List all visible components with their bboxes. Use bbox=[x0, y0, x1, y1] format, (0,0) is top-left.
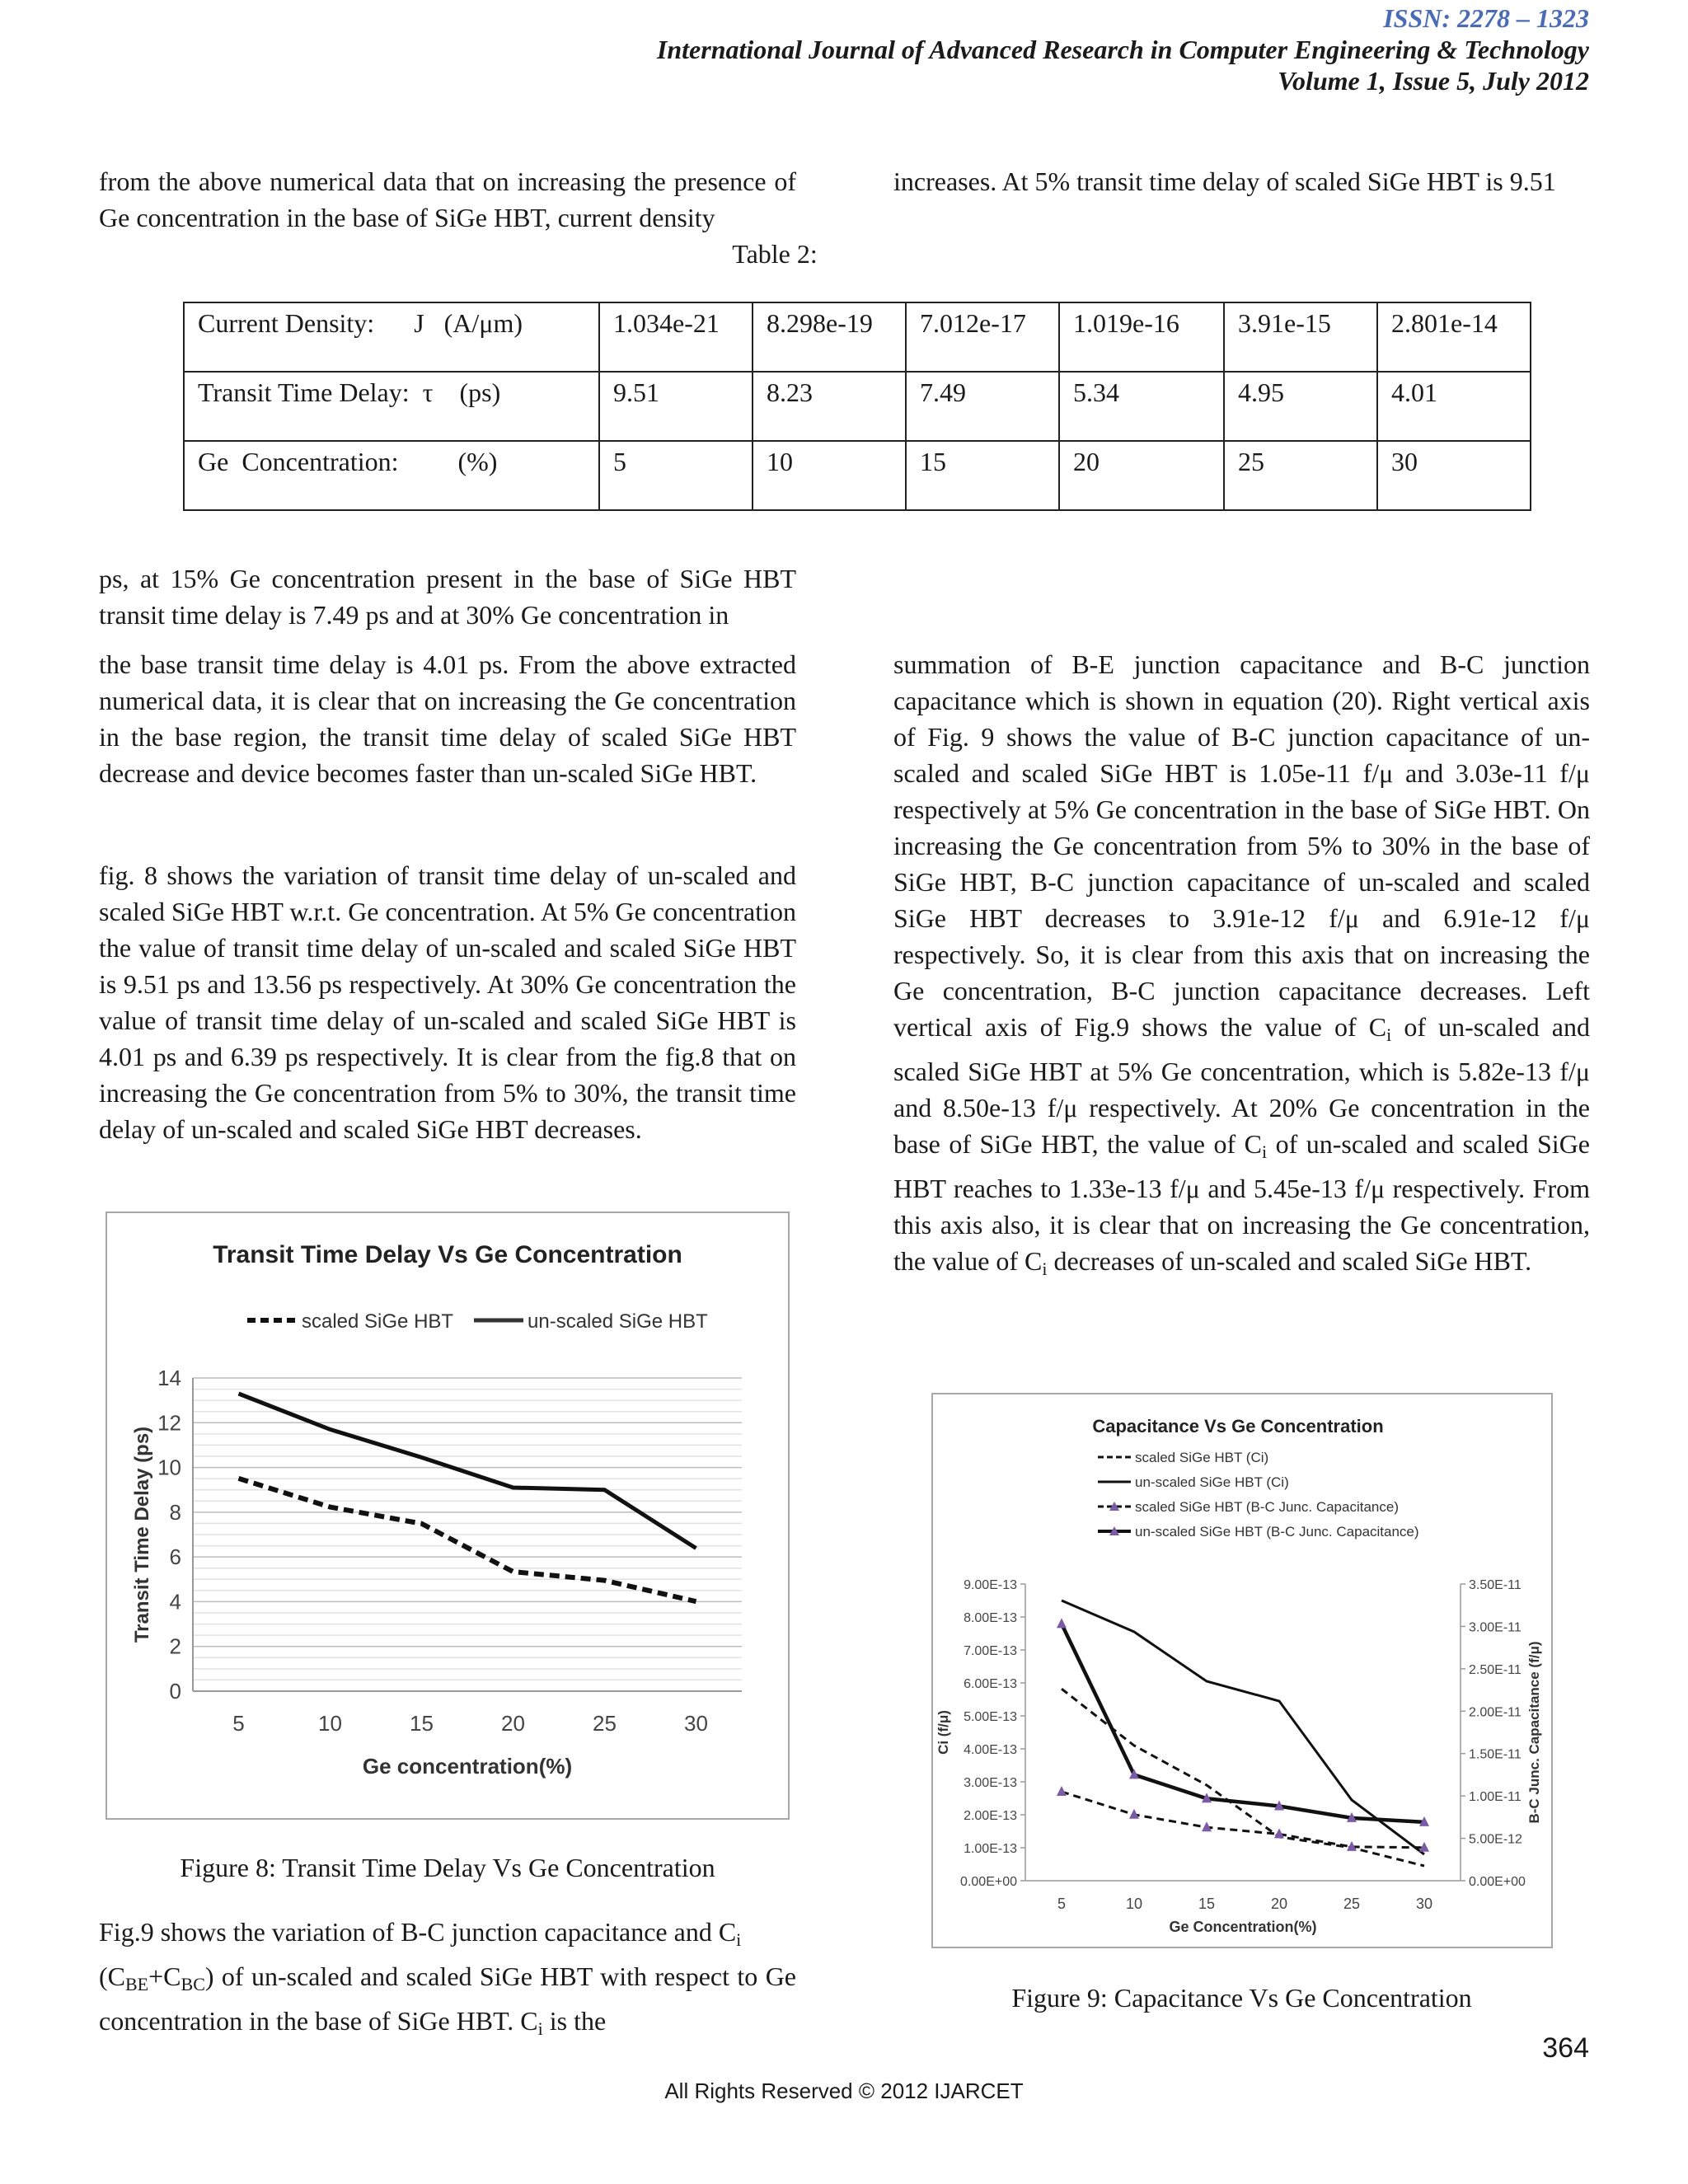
y2-tick-label: 3.00E-11 bbox=[1469, 1620, 1522, 1635]
x-tick-label: 30 bbox=[1415, 1896, 1433, 1912]
table-cell: 2.801e-14 bbox=[1377, 302, 1531, 372]
table-cell: 5 bbox=[599, 441, 753, 510]
figure-9-chart bbox=[931, 1393, 1553, 1948]
chart-title: Capacitance Vs Ge Concentration bbox=[1092, 1416, 1384, 1436]
data-point-marker bbox=[1129, 1809, 1139, 1819]
series-line-unscaled bbox=[239, 1394, 696, 1549]
left-paragraph-1: the base transit time delay is 4.01 ps. From the above extracted numerical data, it is clear that on increasing the Ge concentration in the base region, the transit time delay of scaled SiGe HBT decrease and device becomes faster than un-scaled SiGe HBT. bbox=[99, 649, 796, 788]
y-tick-label: 8 bbox=[169, 1499, 181, 1525]
y-tick-label: 2 bbox=[169, 1633, 181, 1659]
y-tick-label: 0.00E+00 bbox=[960, 1875, 1017, 1889]
capacitance-chart-svg bbox=[933, 1394, 1551, 1947]
figure-8-caption: Figure 8: Transit Time Delay Vs Ge Concentration bbox=[180, 1853, 715, 1882]
transit-time-chart-svg bbox=[107, 1213, 788, 1818]
legend-label-scaled: scaled SiGe HBT bbox=[302, 1310, 454, 1333]
table-row bbox=[184, 302, 1531, 372]
y-tick-label: 10 bbox=[157, 1455, 181, 1480]
table-cell: 15 bbox=[906, 441, 1059, 510]
x-tick-label: 25 bbox=[1343, 1896, 1361, 1912]
y-axis-label: Transit Time Delay (ps) bbox=[131, 1426, 153, 1643]
table-cell: 10 bbox=[753, 441, 906, 510]
table-cell: 5.34 bbox=[1059, 372, 1224, 441]
y-tick-label: 7.00E-13 bbox=[964, 1644, 1017, 1658]
table-cell: 25 bbox=[1224, 441, 1377, 510]
series-line bbox=[1062, 1624, 1424, 1822]
page-number: 364 bbox=[1542, 2032, 1589, 2064]
journal-title: International Journal of Advanced Research in Computer Engineering & Technology bbox=[656, 35, 1589, 64]
table-row bbox=[184, 441, 1531, 510]
table-row bbox=[184, 372, 1531, 441]
y2-tick-label: 2.00E-11 bbox=[1469, 1705, 1522, 1720]
y2-tick-label: 5.00E-12 bbox=[1469, 1832, 1522, 1847]
x-tick-label: 5 bbox=[232, 1711, 245, 1736]
y-tick-label: 14 bbox=[157, 1366, 181, 1390]
legend-label-unscaled: un-scaled SiGe HBT bbox=[528, 1310, 708, 1333]
table-cell: 9.51 bbox=[599, 372, 753, 441]
y-tick-label: 8.00E-13 bbox=[964, 1611, 1017, 1625]
left-top-paragraph: from the above numerical data that on increasing the presence of Ge concentration in the base of SiGe HBT, current density bbox=[99, 166, 796, 232]
y-tick-label: 4 bbox=[169, 1589, 181, 1615]
left-paragraph-2: fig. 8 shows the variation of transit time delay of un-scaled and scaled SiGe HBT w.r.t. Ge concentration. At 5% Ge concentration the value of transit time delay of un-scaled and scaled SiGe HBT is 9.51 ps and 13.56 ps respectively. At 30% Ge concentration the value of transit time delay of un-scaled and scaled SiGe HBT is 4.01 ps and 6.39 ps respectively. It is clear from the fig.8 that on increasing the Ge concentration from 5% to 30%, the transit time delay of un-scaled and scaled SiGe HBT decreases. bbox=[99, 860, 796, 1144]
data-point-marker bbox=[1274, 1828, 1284, 1838]
x-tick-label: 10 bbox=[318, 1711, 342, 1736]
y-tick-label: 6.00E-13 bbox=[964, 1677, 1017, 1691]
x-tick-label: 15 bbox=[1198, 1896, 1216, 1912]
legend-label: un-scaled SiGe HBT (B-C Junc. Capacitance) bbox=[1135, 1524, 1419, 1540]
y-tick-label: 3.00E-13 bbox=[964, 1776, 1017, 1790]
y-tick-label: 6 bbox=[169, 1544, 181, 1570]
y-tick-label: 2.00E-13 bbox=[964, 1809, 1017, 1823]
x-tick-label: 30 bbox=[684, 1711, 708, 1736]
right-paragraph-1: summation of B-E junction capacitance and B-C junction capacitance which is shown in equation (20). Right vertical axis of Fig. 9 shows the value of B-C junction capacitance of un-scaled and scaled SiGe HBT is 1.05e-11 f/μ and 3.03e-11 f/μ respectively at 5% Ge concentration in the base of SiGe HBT. On increasing the Ge concentration from 5% to 30% in the base of SiGe HBT, B-C junction capacitance of un-scaled and scaled SiGe HBT decreases to 3.91e-12 f/μ and 6.91e-12 f/μ respectively. So, it is clear from this axis that on increasing the Ge concentration, B-C junction capacitance decreases. Left vertical axis of Fig.9 shows the value of $C_i$ of un-scaled and scaled SiGe HBT at 5% Ge concentration, which is 5.82e-13 f/μ and 8.50e-13 f/μ respectively. At 20% Ge concentration in the base of SiGe HBT, the value of $C_i$ of un-scaled and scaled SiGe HBT reaches to 1.33e-13 f/μ and 5.45e-13 f/μ respectively. From this axis also, it is clear that on increasing the Ge concentration, the value of $C_i$ decreases of un-scaled and scaled SiGe HBT. bbox=[893, 649, 1591, 1279]
table-row-label: Transit Time Delay: τ (ps) bbox=[184, 372, 599, 441]
left-mid-paragraph: ps, at 15% Ge concentration present in the base of SiGe HBT transit time delay is 7.49 ps and at 30% Ge concentration in bbox=[99, 564, 796, 630]
table-row-label: Current Density: J (A/μm) bbox=[184, 302, 599, 372]
legend-label: un-scaled SiGe HBT (Ci) bbox=[1135, 1474, 1289, 1490]
volume-info: Volume 1, Issue 5, July 2012 bbox=[1278, 66, 1589, 96]
table-cell: 8.23 bbox=[753, 372, 906, 441]
x-axis-label: Ge Concentration(%) bbox=[1169, 1919, 1317, 1935]
figure-8-chart bbox=[106, 1212, 790, 1820]
table-2 bbox=[183, 302, 1531, 511]
legend-label: scaled SiGe HBT (Ci) bbox=[1135, 1450, 1269, 1465]
x-tick-label: 20 bbox=[501, 1711, 525, 1736]
issn-header: ISSN: 2278 – 1323 bbox=[1383, 3, 1589, 33]
y-tick-label: 5.00E-13 bbox=[964, 1710, 1017, 1724]
table-cell: 7.012e-17 bbox=[906, 302, 1059, 372]
y-tick-label: 12 bbox=[157, 1410, 181, 1436]
table-cell: 7.49 bbox=[906, 372, 1059, 441]
x-tick-label: 10 bbox=[1125, 1896, 1143, 1912]
y-axis-label: Ci (f/μ) bbox=[935, 1710, 951, 1755]
x-tick-label: 5 bbox=[1057, 1896, 1067, 1912]
left-paragraph-3: Fig.9 shows the variation of B-C junction capacitance and $C_i$ $(C_{BE}+C_{BC})$ of un-scaled and scaled SiGe HBT with respect to Ge concentration in the base of SiGe HBT. $C_i$ is the bbox=[99, 1917, 796, 2039]
table-cell: 4.01 bbox=[1377, 372, 1531, 441]
x-tick-label: 20 bbox=[1270, 1896, 1288, 1912]
data-point-marker bbox=[1057, 1618, 1067, 1628]
y2-tick-label: 2.50E-11 bbox=[1469, 1662, 1522, 1677]
y2-tick-label: 0.00E+00 bbox=[1469, 1875, 1526, 1889]
table-cell: 1.034e-21 bbox=[599, 302, 753, 372]
table-title: Table 2: bbox=[732, 239, 818, 269]
y-tick-label: 4.00E-13 bbox=[964, 1743, 1017, 1757]
y2-tick-label: 3.50E-11 bbox=[1469, 1578, 1522, 1592]
table-cell: 30 bbox=[1377, 441, 1531, 510]
series-line bbox=[1062, 1689, 1424, 1866]
table-cell: 4.95 bbox=[1224, 372, 1377, 441]
y2-tick-label: 1.50E-11 bbox=[1469, 1747, 1522, 1762]
table-cell: 20 bbox=[1059, 441, 1224, 510]
figure-9-caption: Figure 9: Capacitance Vs Ge Concentration bbox=[1011, 1983, 1472, 2013]
series-line-scaled bbox=[239, 1479, 696, 1601]
x-tick-label: 25 bbox=[593, 1711, 617, 1736]
x-axis-label: Ge concentration(%) bbox=[362, 1754, 573, 1779]
right-top-paragraph: increases. At 5% transit time delay of scaled SiGe HBT is 9.51 bbox=[893, 166, 1556, 196]
y2-axis-label: B-C Junc. Capacitance (f/μ) bbox=[1526, 1641, 1542, 1824]
y2-tick-label: 1.00E-11 bbox=[1469, 1790, 1522, 1805]
x-tick-label: 15 bbox=[410, 1711, 434, 1736]
table-cell: 8.298e-19 bbox=[753, 302, 906, 372]
chart-title: Transit Time Delay Vs Ge Concentration bbox=[213, 1241, 682, 1268]
data-point-marker bbox=[1057, 1786, 1067, 1796]
y-tick-label: 1.00E-13 bbox=[964, 1842, 1017, 1856]
table-cell: 1.019e-16 bbox=[1059, 302, 1224, 372]
series-line bbox=[1062, 1601, 1424, 1854]
y-tick-label: 0 bbox=[169, 1679, 181, 1704]
footer-rights: All Rights Reserved © 2012 IJARCET bbox=[664, 2079, 1024, 2103]
y-tick-label: 9.00E-13 bbox=[964, 1578, 1017, 1592]
table-row-label: Ge Concentration: (%) bbox=[184, 441, 599, 510]
table-cell: 3.91e-15 bbox=[1224, 302, 1377, 372]
legend-label: scaled SiGe HBT (B-C Junc. Capacitance) bbox=[1135, 1499, 1399, 1515]
